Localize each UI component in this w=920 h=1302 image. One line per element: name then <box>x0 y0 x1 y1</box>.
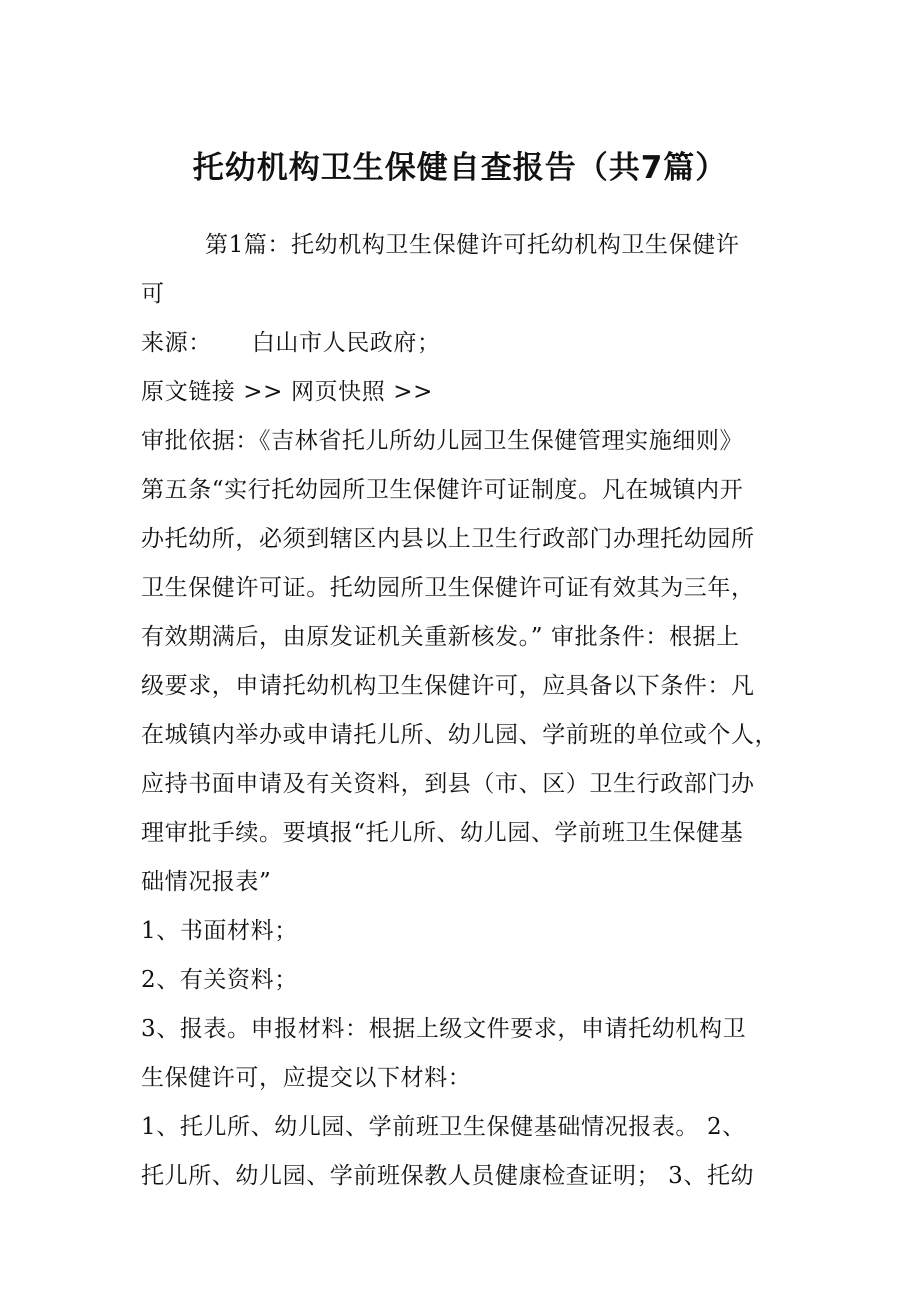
text-line: 级要求，申请托幼机构卫生保健许可，应具备以下条件：凡 <box>141 673 755 699</box>
text-line: 第1篇：托幼机构卫生保健许可托幼机构卫生保健许 <box>205 232 740 258</box>
list-item: 1、托儿所、幼儿园、学前班卫生保健基础情况报表。 2、 <box>141 1114 746 1140</box>
text-line: 有效期满后，由原发证机关重新核发。” 审批条件：根据上 <box>141 624 740 650</box>
list-item: 3、报表。申报材料：根据上级文件要求，申请托幼机构卫 <box>141 1016 747 1042</box>
source-value: 白山市人民政府； <box>251 330 441 356</box>
text-line: 生保健许可，应提交以下材料： <box>141 1065 472 1091</box>
document-title: 托幼机构卫生保健自查报告（共7篇） <box>192 150 728 186</box>
list-item: 2、有关资料； <box>141 967 298 993</box>
text-line: 础情况报表” <box>141 869 272 895</box>
text-line: 应持书面申请及有关资料，到县（市、区）卫生行政部门办 <box>141 771 755 797</box>
text-line: 第五条“实行托幼园所卫生保健许可证制度。凡在城镇内开 <box>141 477 744 503</box>
text-line: 卫生保健许可证。托幼园所卫生保健许可证有效其为三年， <box>141 575 755 601</box>
text-line: 审批依据：《吉林省托儿所幼儿园卫生保健管理实施细则》 <box>141 428 744 454</box>
source-label: 来源： <box>141 330 212 356</box>
document-body <box>141 221 791 1201</box>
list-item: 1、书面材料； <box>141 918 298 944</box>
text-line: 可 <box>141 281 165 307</box>
source-line <box>141 319 791 368</box>
links-line: 原文链接 >> 网页快照 >> <box>141 379 434 405</box>
text-line: 托儿所、幼儿园、学前班保教人员健康检查证明； 3、托幼 <box>141 1163 755 1189</box>
text-line: 在城镇内举办或申请托儿所、幼儿园、学前班的单位或个人， <box>141 722 779 748</box>
text-line: 办托幼所，必须到辖区内县以上卫生行政部门办理托幼园所 <box>141 526 755 552</box>
text-line: 理审批手续。要填报“托儿所、幼儿园、学前班卫生保健基 <box>141 820 744 846</box>
